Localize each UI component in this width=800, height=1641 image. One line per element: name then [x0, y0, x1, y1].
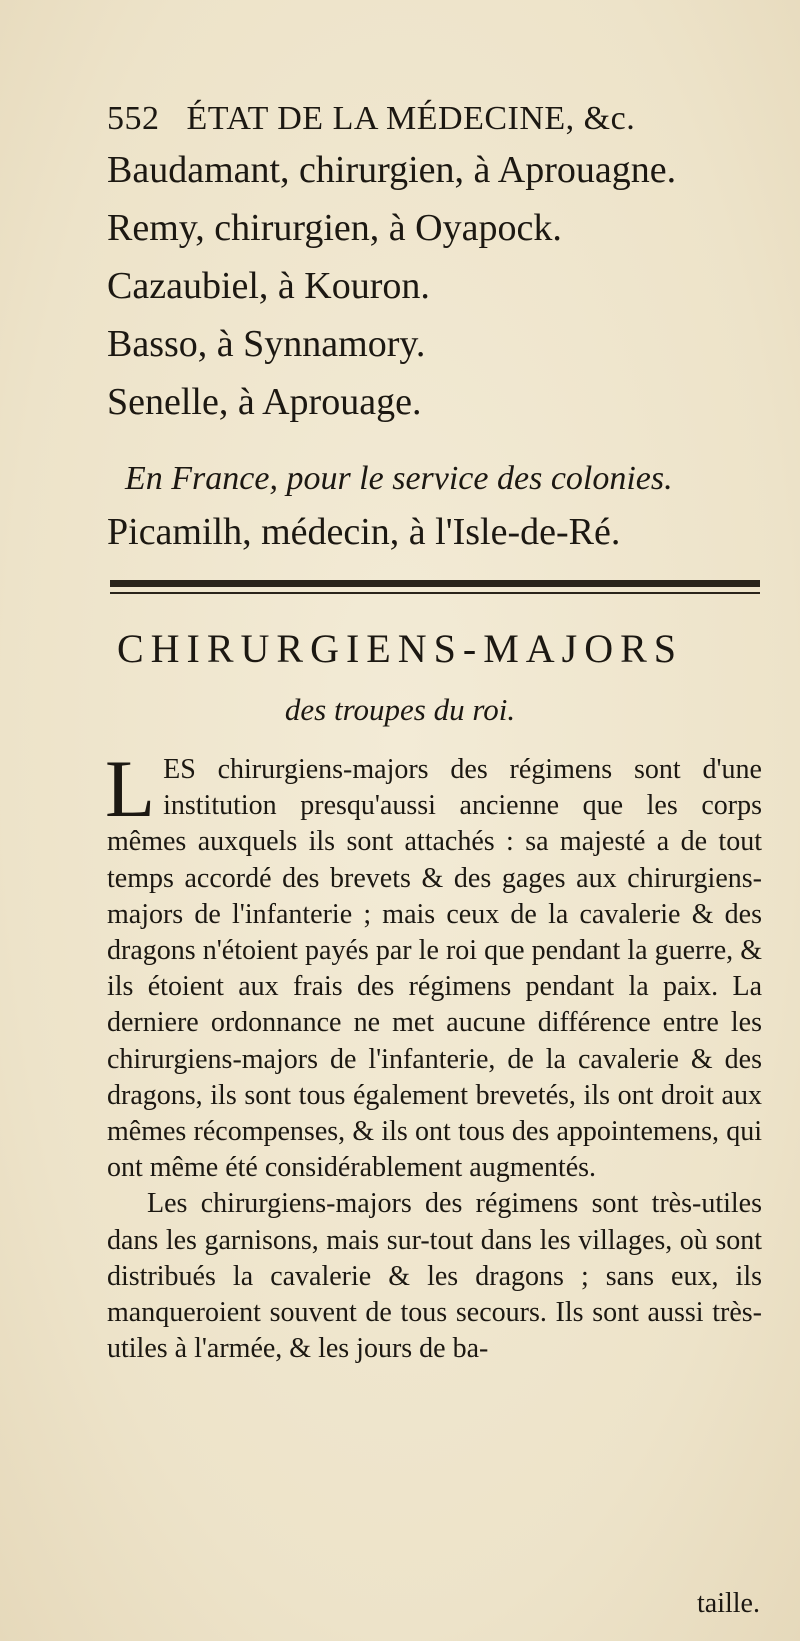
entry-line: Cazaubiel, à Kouron. — [107, 265, 430, 307]
entry-line: Baudamant, chirurgien, à Aprouagne. — [107, 149, 677, 191]
paragraph: Les chirurgiens-majors des régimens sont très-utiles dans les garnisons, mais sur-tout dans les villages, où sont distribués la cavalerie & les dragons ; sans eux, ils manqueroient souvent de tous secours. Ils sont aussi très-utiles à l'armée, & les jours de ba- — [107, 1188, 762, 1365]
france-entry: Picamilh, médecin, à l'Isle-de-Ré. — [107, 511, 621, 553]
body-text — [105, 743, 762, 1367]
running-header — [107, 100, 707, 138]
running-title: ÉTAT DE LA MÉDECINE, &c. — [186, 100, 636, 137]
entry-line: Remy, chirurgien, à Oyapock. — [107, 207, 562, 249]
paragraph-text: ES chirurgiens-majors des régimens sont d'une institution presqu'aussi ancienne que les corps mêmes auxquels ils sont attachés : sa majesté a de tout temps accordé des brevets & des gages aux chirurgiens-majors de l'infanterie ; mais ceux de la cavalerie & des dragons n'étoient payés par le roi que pendant la guerre, & ils étoient aux frais des régimens pendant la paix. La derniere ordonnance ne met aucune différence entre les chirurgiens-majors de l'infanterie, de la cavalerie & des dragons, ils sont tous également brevetés, ils ont droit aux mêmes récompenses, & ils ont tous des appointemens, qui ont même été considérablement augmentés. — [107, 754, 762, 1184]
section-title: CHIRURGIENS-MAJORS — [116, 626, 684, 671]
section-rule-thin — [110, 592, 760, 594]
entry-line: Basso, à Synnamory. — [107, 323, 426, 365]
france-heading: En France, pour le service des colonies. — [125, 460, 673, 497]
section-rule-thick — [110, 580, 760, 587]
section-subtitle: des troupes du roi. — [284, 692, 516, 727]
paragraph — [105, 743, 762, 1186]
catchword-line: taille. — [697, 1588, 760, 1619]
drop-cap: L — [105, 743, 156, 834]
page-number: 552 — [107, 100, 160, 137]
entry-line: Senelle, à Aprouage. — [107, 381, 422, 423]
